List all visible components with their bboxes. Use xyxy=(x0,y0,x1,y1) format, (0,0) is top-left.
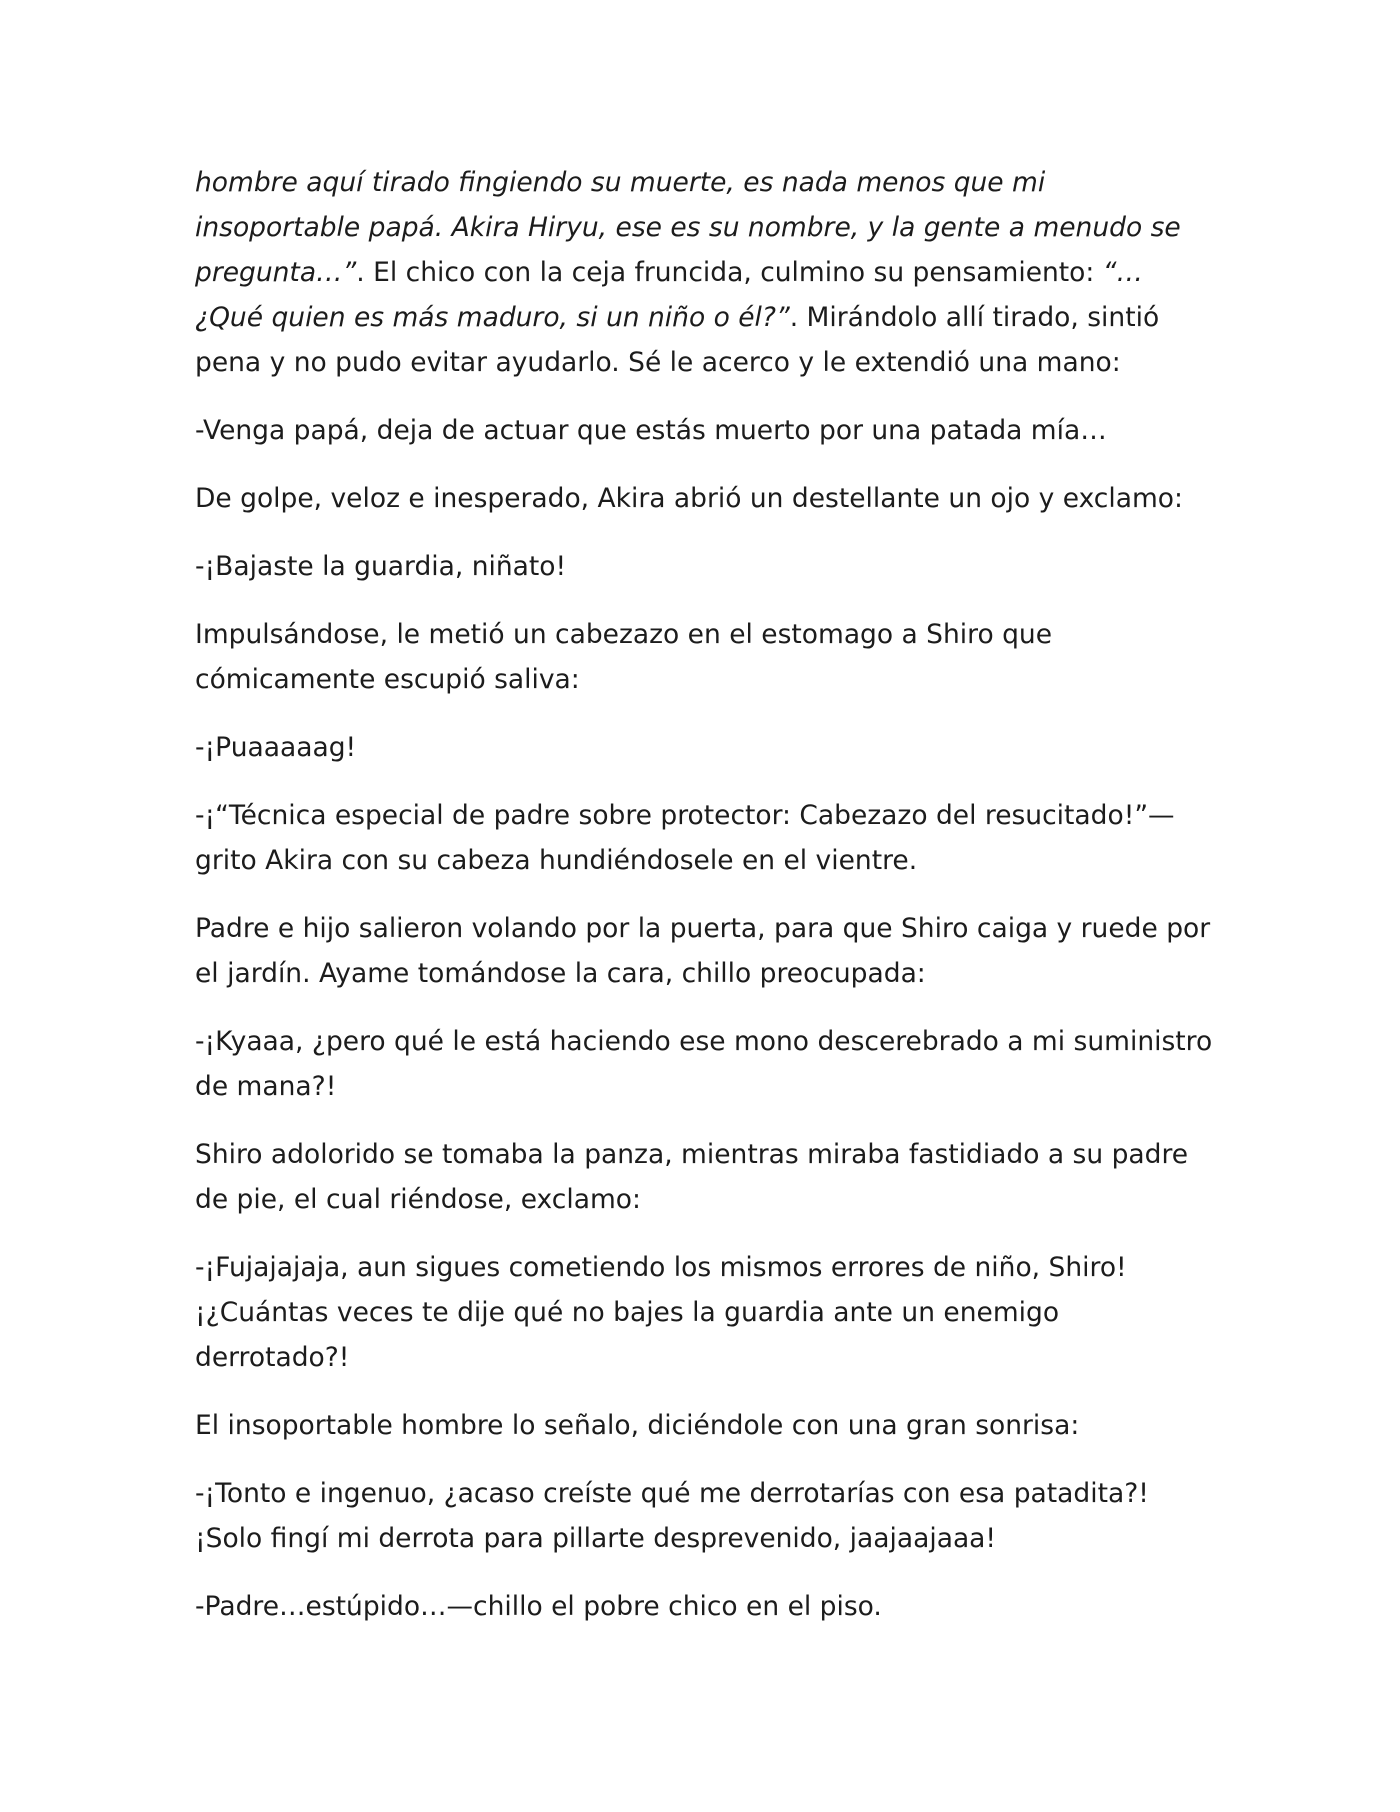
paragraph xyxy=(195,1471,1215,1561)
paragraph xyxy=(195,906,1215,996)
paragraph xyxy=(195,725,1215,770)
text-segment: De golpe, veloz e inesperado, Akira abrió un destellante un ojo y exclamo: xyxy=(195,483,1183,514)
paragraph xyxy=(195,408,1215,453)
document-page xyxy=(195,160,1215,1652)
text-segment: El insoportable hombre lo señalo, diciéndole con una gran sonrisa: xyxy=(195,1410,1080,1441)
text-segment: -¡“Técnica especial de padre sobre protector: Cabezazo del resucitado!”—grito Akira con su cabeza hundiéndosele en el vientre. xyxy=(195,800,1175,876)
paragraph xyxy=(195,1245,1215,1380)
text-segment: -Venga papá, deja de actuar que estás muerto por una patada mía… xyxy=(195,415,1107,446)
text-segment: Padre e hijo salieron volando por la puerta, para que Shiro caiga y ruede por el jardín. Ayame tomándose la cara, chillo preocupada: xyxy=(195,913,1211,989)
paragraph xyxy=(195,1019,1215,1109)
text-segment: . El chico con la ceja fruncida, culmino su pensamiento: xyxy=(356,257,1103,288)
paragraph xyxy=(195,544,1215,589)
text-segment: -Padre…estúpido…—chillo el pobre chico en el piso. xyxy=(195,1591,882,1622)
paragraph xyxy=(195,476,1215,521)
text-segment: Shiro adolorido se tomaba la panza, mientras miraba fastidiado a su padre de pie, el cual riéndose, exclamo: xyxy=(195,1139,1189,1215)
paragraph xyxy=(195,1132,1215,1222)
text-segment: -¡Kyaaa, ¿pero qué le está haciendo ese mono descerebrado a mi suministro de mana?! xyxy=(195,1026,1213,1102)
paragraph xyxy=(195,160,1215,385)
text-segment: . Mirándolo allí tirado, sintió pena y no pudo evitar ayudarlo. Sé le acerco y le extendió una mano: xyxy=(195,302,1160,378)
italic-text-segment: hombre aquí tirado fingiendo su muerte, es nada menos que mi insoportable papá. Akira Hiryu, ese es su nombre, y la gente a menudo se pregunta…” xyxy=(195,167,1181,288)
text-segment: -¡Fujajajaja, aun sigues cometiendo los mismos errores de niño, Shiro! ¡¿Cuántas veces te dije qué no bajes la guardia ante un enemigo derrotado?! xyxy=(195,1252,1127,1373)
paragraph xyxy=(195,1584,1215,1629)
paragraph xyxy=(195,1403,1215,1448)
text-segment: -¡Puaaaaag! xyxy=(195,732,357,763)
text-segment: -¡Bajaste la guardia, niñato! xyxy=(195,551,567,582)
paragraph xyxy=(195,612,1215,702)
italic-text-segment: “… ¿Qué quien es más maduro, si un niño o él?” xyxy=(195,257,1143,333)
text-segment: -¡Tonto e ingenuo, ¿acaso creíste qué me derrotarías con esa patadita?! ¡Solo fingí mi derrota para pillarte desprevenido, jaajaajaaa! xyxy=(195,1478,1149,1554)
paragraph xyxy=(195,793,1215,883)
text-segment: Impulsándose, le metió un cabezazo en el estomago a Shiro que cómicamente escupió saliva: xyxy=(195,619,1053,695)
